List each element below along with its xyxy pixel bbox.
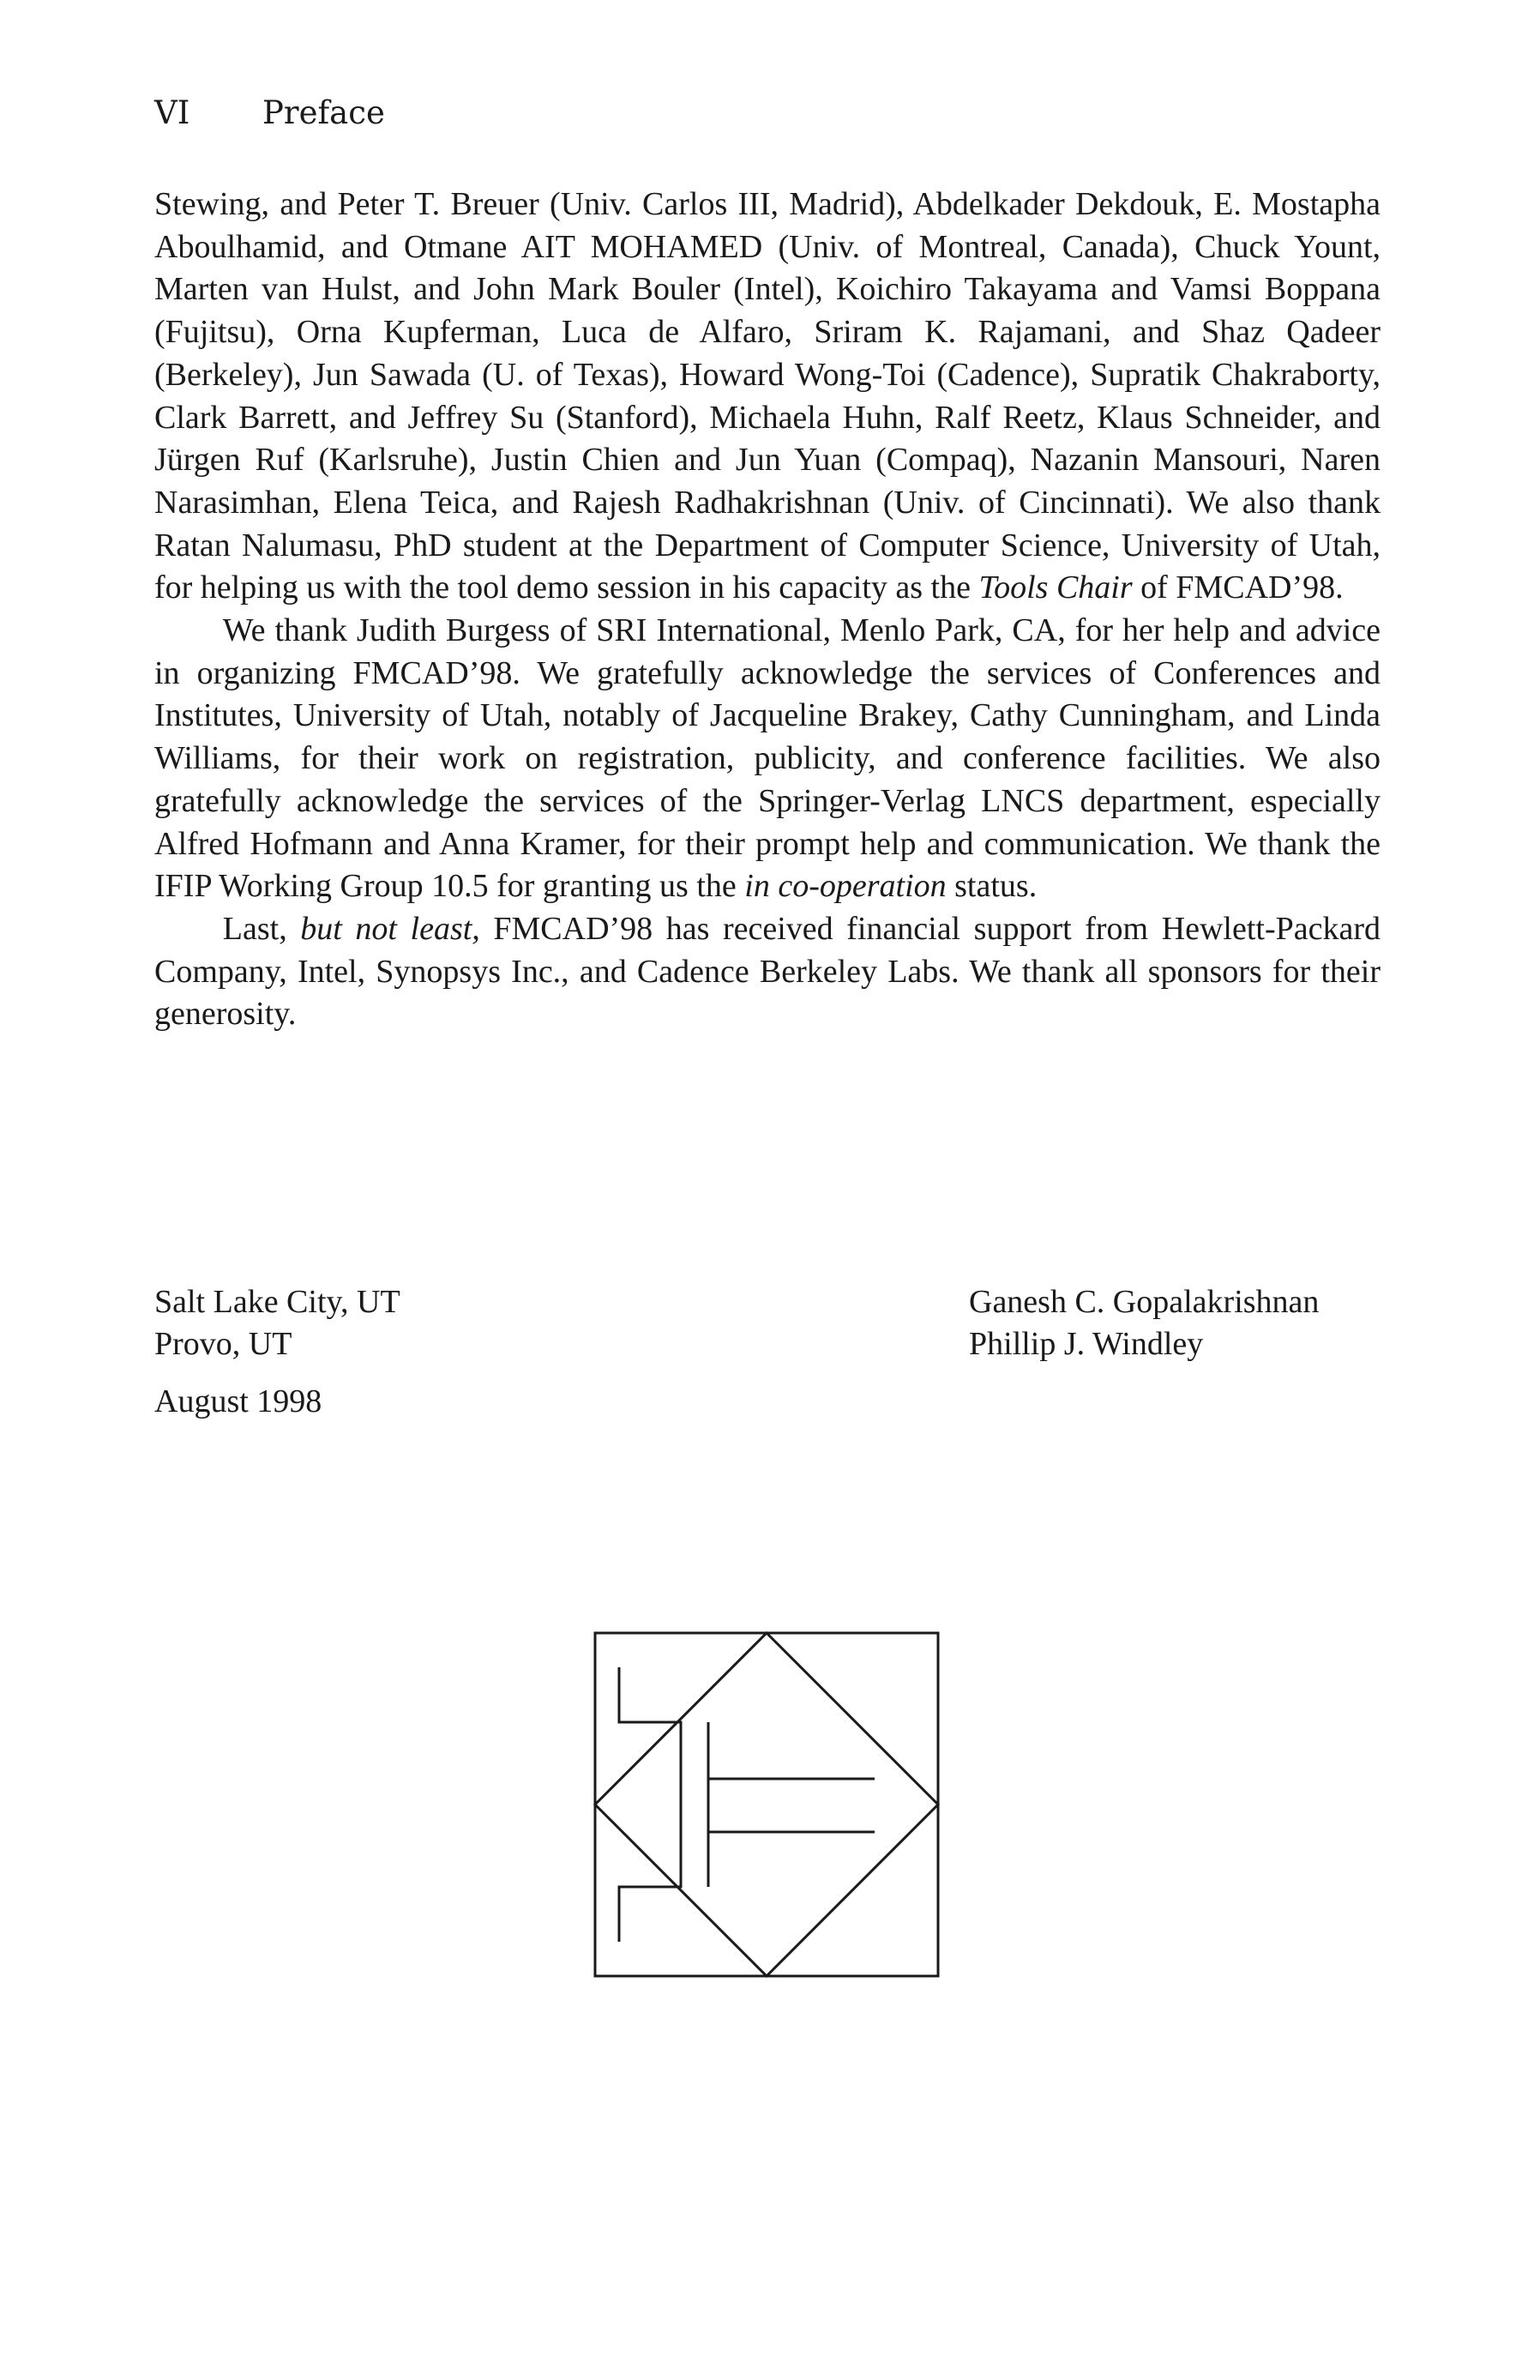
signature-date: August 1998 — [154, 1383, 322, 1419]
emphasis-in-cooperation: in co-operation — [744, 868, 947, 905]
page-header — [154, 94, 385, 131]
author-gopalakrishnan: Ganesh C. Gopalakrishnan — [969, 1284, 1320, 1320]
emphasis-but-not-least: but not least, — [300, 910, 480, 947]
running-title: Preface — [262, 94, 385, 131]
paragraph-organization: We thank Judith Burgess of SRI International, Menlo Park, CA, for her help and advice in organizing FMCAD’98. We gratefully acknowledge the services of Conferences and Institutes, University of Utah, notably of Jacqueline Brakey, Cathy Cunningham, and Linda Williams, for their work on registration, publicity, and conference facilities. We also gratefully acknowledge the services of the Springer-Verlag LNCS department, especially Alfred Hofmann and Anna Kramer, for their prompt help and communication. We thank the IFIP Working Group 10.5 for granting us the in co-operation status. — [154, 612, 1381, 905]
ifip-logo — [593, 1631, 940, 1978]
signature-authors — [969, 1281, 1319, 1365]
author-windley: Phillip J. Windley — [969, 1326, 1204, 1362]
place-salt-lake-city: Salt Lake City, UT — [154, 1284, 400, 1320]
preface-body — [154, 184, 1381, 1036]
signature-places — [154, 1281, 400, 1423]
paragraph-sponsors: Last, but not least, FMCAD’98 has received financial support from Hewlett-Packard Company, Intel, Synopsys Inc., and Cadence Berkeley Labs. We thank all sponsors for their generosity. — [154, 910, 1381, 1033]
place-provo: Provo, UT — [154, 1326, 292, 1362]
page-number: VI — [154, 94, 190, 131]
emphasis-tools-chair: Tools Chair — [978, 569, 1133, 606]
paragraph-acknowledgements: Stewing, and Peter T. Breuer (Univ. Carlos III, Madrid), Abdelkader Dekdouk, E. Mostapha Aboulhamid, and Otmane AIT MOHAMED (Univ. of Montreal, Canada), Chuck Yount, Marten van Hulst, and John Mark Bouler (Intel), Koichiro Takayama and Vamsi Boppana (Fujitsu), Orna Kupferman, Luca de Alfaro, Sriram K. Rajamani, and Shaz Qadeer (Berkeley), Jun Sawada (U. of Texas), Howard Wong-Toi (Cadence), Supratik Chakraborty, Clark Barrett, and Jeffrey Su (Stanford), Michaela Huhn, Ralf Reetz, Klaus Schneider, and Jürgen Ruf (Karlsruhe), Justin Chien and Jun Yuan (Compaq), Nazanin Mansouri, Naren Narasimhan, Elena Teica, and Rajesh Radhakrishnan (Univ. of Cincinnati). We also thank Ratan Nalumasu, PhD student at the Department of Computer Science, University of Utah, for helping us with the tool demo session in his capacity as the Tools Chair of FMCAD’98. — [154, 186, 1381, 606]
